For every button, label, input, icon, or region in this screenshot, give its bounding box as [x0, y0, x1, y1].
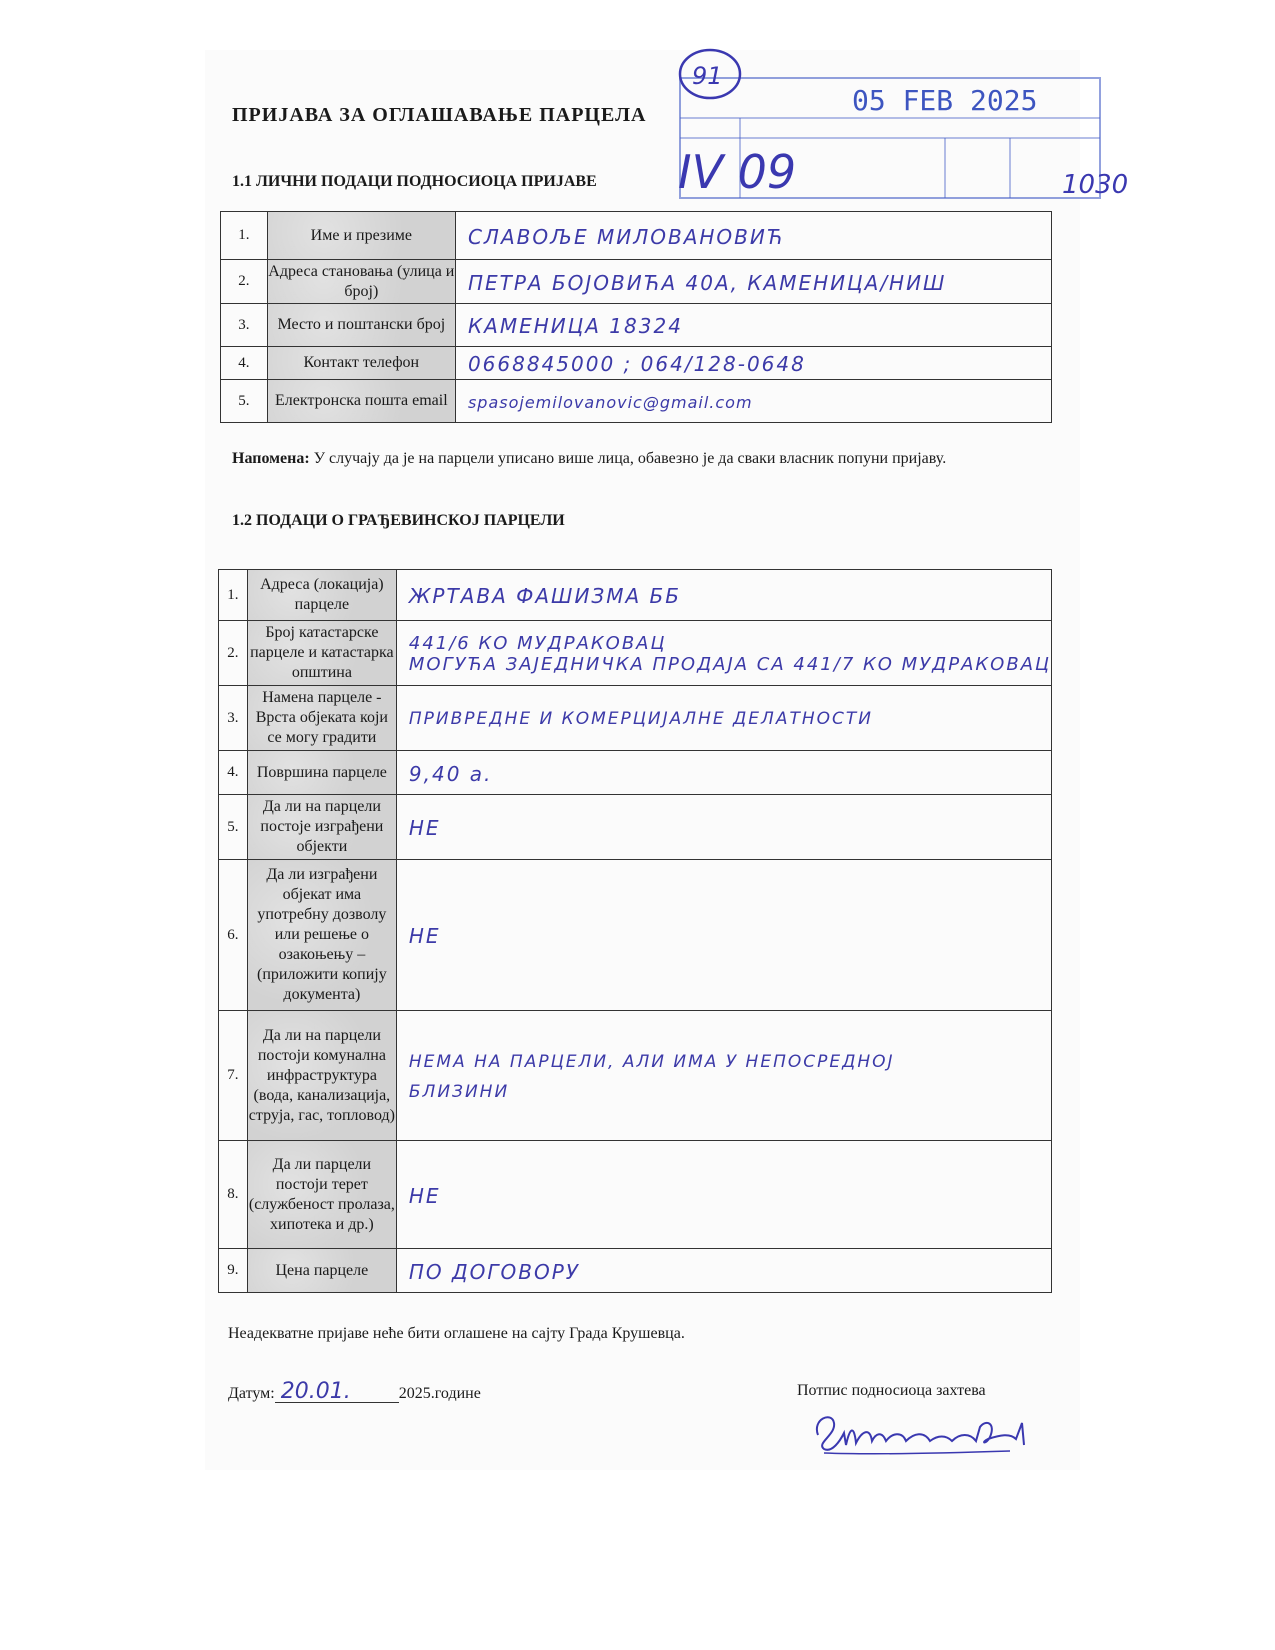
table-row	[219, 795, 1052, 860]
row-value[interactable]: 0668845000 ; 064/128-0648	[455, 347, 1051, 380]
row-value[interactable]	[396, 1141, 1051, 1249]
row-value-line: ЖРТАВА ФАШИЗМА ББ	[408, 584, 681, 608]
row-number: 7.	[219, 1011, 248, 1141]
receipt-stamp	[678, 48, 1140, 218]
table-row	[221, 304, 1052, 347]
row-number: 1.	[219, 570, 248, 621]
row-number: 2.	[219, 621, 248, 686]
row-value-line: НЕ	[408, 1183, 441, 1208]
row-value[interactable]	[396, 1011, 1051, 1141]
row-value-line: НЕ	[408, 924, 441, 948]
row-label: Да ли изграђени објекат има употребну дозволу или решење о озакоњењу – (приложити копију документа)	[247, 860, 396, 1011]
table-row	[219, 621, 1052, 686]
table-row	[219, 860, 1052, 1011]
section-personal-data-heading: 1.1 ЛИЧНИ ПОДАЦИ ПОДНОСИОЦА ПРИЈАВЕ	[232, 173, 597, 190]
note-label: Напомена:	[232, 450, 310, 467]
row-value-line-2: МОГУЋА ЗАЈЕДНИЧКА ПРОДАЈА СА 441/7 КО МУДРАКОВАЦ	[408, 654, 1051, 675]
row-label: Адреса становања (улица и број)	[267, 260, 455, 304]
row-value[interactable]: КАМЕНИЦА 18324	[455, 304, 1051, 347]
row-number: 2.	[221, 260, 268, 304]
row-value[interactable]	[396, 686, 1051, 751]
row-label: Контакт телефон	[267, 347, 455, 380]
table-row	[219, 1011, 1052, 1141]
table-row	[221, 212, 1052, 260]
row-value-line: 9,40 а.	[408, 761, 493, 786]
table-row	[219, 751, 1052, 795]
table-row	[221, 347, 1052, 380]
row-label: Да ли на парцели постоји комунална инфраструктура (вода, канализација, струја, гас, топловод)	[247, 1011, 396, 1141]
parcel-data-table	[218, 569, 1052, 1293]
stamp-handwritten-number: 91	[692, 62, 723, 90]
row-value[interactable]	[396, 751, 1051, 795]
row-label: Електронска пошта email	[267, 380, 455, 423]
row-value[interactable]	[396, 795, 1051, 860]
row-label: Намена парцеле - Врста објеката који се могу градити	[247, 686, 396, 751]
note-text: У случају да је на парцели уписано више лица, обавезно је да сваки власник попуни пријаву.	[309, 450, 947, 467]
table-row	[219, 1141, 1052, 1249]
footer-note: Неадекватне пријаве неће бити оглашене на сајту Града Крушевца.	[228, 1325, 685, 1342]
row-number: 4.	[221, 347, 268, 380]
row-number: 4.	[219, 751, 248, 795]
row-value-line: ПРИВРЕДНЕ И КОМЕРЦИЈАЛНЕ ДЕЛАТНОСТИ	[408, 709, 873, 729]
row-label: Да ли на парцели постоје изграђени објекти	[247, 795, 396, 860]
row-label: Број катастарске парцеле и катастарка општина	[247, 621, 396, 686]
row-label: Површина парцеле	[247, 751, 396, 795]
note	[232, 447, 1052, 471]
row-value[interactable]: СЛАВОЉЕ МИЛОВАНОВИЋ	[455, 212, 1051, 260]
row-label: Да ли парцели постоји терет (службеност пролаза, хипотека и др.)	[247, 1141, 396, 1249]
table-row	[221, 260, 1052, 304]
row-value[interactable]: ПЕТРА БОЈОВИЋА 40А, КАМЕНИЦА/НИШ	[455, 260, 1051, 304]
date-suffix: 2025.године	[398, 1385, 481, 1402]
row-number: 3.	[219, 686, 248, 751]
row-value[interactable]	[396, 1249, 1051, 1293]
row-number: 6.	[219, 860, 248, 1011]
row-number: 1.	[221, 212, 268, 260]
row-number: 8.	[219, 1141, 248, 1249]
stamp-handwritten-mark: IV 09	[678, 145, 797, 199]
row-value-line: 441/6 КО МУДРАКОВАЦ	[408, 633, 667, 654]
row-number: 3.	[221, 304, 268, 347]
signature-stroke	[817, 1417, 1024, 1450]
row-number: 5.	[219, 795, 248, 860]
row-label: Место и поштански број	[267, 304, 455, 347]
date-label: Датум:	[228, 1385, 275, 1402]
row-number: 9.	[219, 1249, 248, 1293]
row-value[interactable]	[396, 621, 1051, 686]
row-value-line: НЕМА НА ПАРЦЕЛИ, АЛИ ИМА У НЕПОСРЕДНОЈ	[408, 1051, 895, 1072]
row-label: Адреса (локација) парцеле	[247, 570, 396, 621]
personal-data-table	[220, 211, 1052, 423]
signature-label: Потпис подносиоца захтева	[797, 1382, 986, 1399]
table-row	[219, 686, 1052, 751]
row-label: Цена парцеле	[247, 1249, 396, 1293]
row-value[interactable]: spasojemilovanovic@gmail.com	[455, 380, 1051, 423]
date-line	[228, 1379, 481, 1404]
table-row	[219, 570, 1052, 621]
table-row	[219, 1249, 1052, 1293]
row-value-line: ПО ДОГОВОРУ	[408, 1259, 580, 1284]
row-value-line: НЕ	[408, 816, 441, 840]
signature-underline	[824, 1451, 1010, 1454]
signature-drawing	[810, 1405, 1050, 1460]
row-number: 5.	[221, 380, 268, 423]
form-title: ПРИЈАВА ЗА ОГЛАШАВАЊЕ ПАРЦЕЛА	[232, 104, 647, 126]
stamp-date: 05 FEB 2025	[852, 84, 1038, 117]
row-value-line-2: БЛИЗИНИ	[408, 1081, 510, 1102]
date-handwritten[interactable]: 20.01.	[275, 1382, 399, 1403]
table-row	[221, 380, 1052, 423]
row-value[interactable]	[396, 860, 1051, 1011]
stamp-handwritten-code: 1030	[1062, 170, 1129, 200]
row-value[interactable]	[396, 570, 1051, 621]
row-label: Име и презиме	[267, 212, 455, 260]
section-parcel-data-heading: 1.2 ПОДАЦИ О ГРАЂЕВИНСКОЈ ПАРЦЕЛИ	[232, 512, 565, 529]
